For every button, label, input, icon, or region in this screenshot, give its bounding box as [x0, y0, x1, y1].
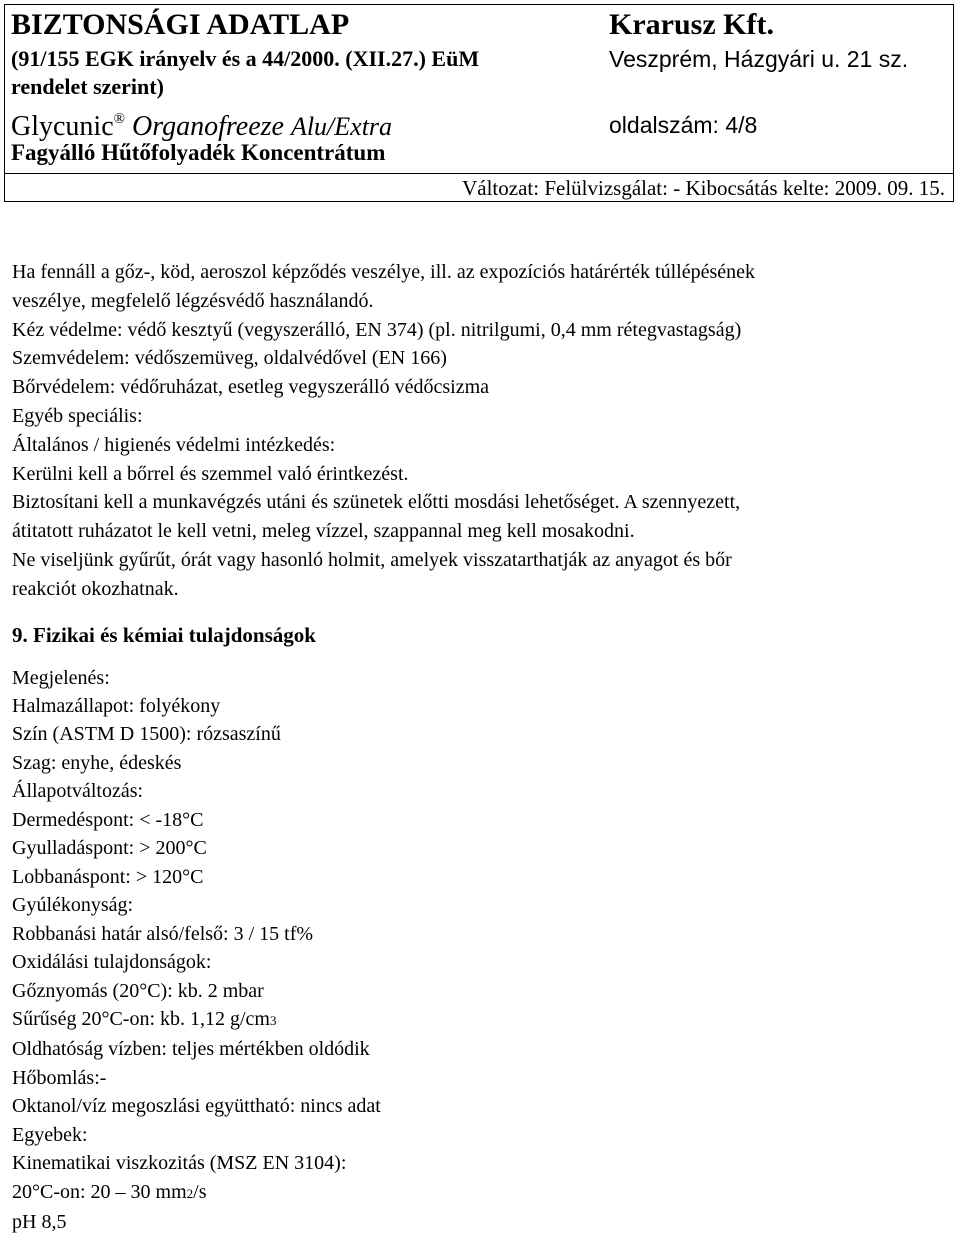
product-brand: Organofreeze	[132, 111, 284, 142]
document-header	[4, 4, 954, 202]
text-line: Általános / higienés védelmi intézkedés:	[12, 433, 336, 456]
document-title: BIZTONSÁGI ADATLAP	[11, 8, 350, 41]
section-9	[12, 621, 952, 1237]
text-line: veszélye, megfelelő légzésvédő használandó.	[12, 289, 374, 312]
text-line: Bőrvédelem: védőruházat, esetleg vegyszerálló védőcsizma	[12, 376, 490, 399]
property-line: Oldhatóság vízben: teljes mértékben oldódik	[12, 1038, 370, 1061]
protection-block	[12, 258, 952, 604]
product-subtitle: Fagyálló Hűtőfolyadék Koncentrátum	[11, 140, 386, 165]
header-right	[609, 7, 949, 139]
property-line: Gyulladáspont: > 200°C	[12, 837, 207, 860]
property-line: Szín (ASTM D 1500): rózsaszínű	[12, 723, 281, 746]
viscosity-exponent: 2	[186, 1185, 194, 1201]
section-title: 9. Fizikai és kémiai tulajdonságok	[12, 622, 316, 647]
company-address: Veszprém, Házgyári u. 21 sz.	[609, 46, 909, 72]
density-exponent: 3	[270, 1013, 277, 1028]
product-name-line	[11, 101, 601, 142]
text-line: Biztosítani kell a munkavégzés utáni és szünetek előtti mosdási lehetőséget. A szennyezett,	[12, 491, 741, 514]
property-line: Robbanási határ alsó/felső: 3 / 15 tf%	[12, 922, 314, 945]
text-line: Kéz védelme: védő kesztyű (vegyszerálló, EN 374) (pl. nitrilgumi, 0,4 mm rétegvastagság)	[12, 318, 742, 341]
property-line: Állapotváltozás:	[12, 780, 144, 803]
text-line: Szemvédelem: védőszemüveg, oldalvédővel (EN 166)	[12, 347, 447, 370]
text-line: Ne viseljünk gyűrűt, órát vagy hasonló holmit, amelyek visszatarthatják az anyagot és bőr	[12, 548, 732, 571]
property-line: Dermedéspont: < -18°C	[12, 808, 204, 831]
regulation-line-2: rendelet szerint)	[11, 74, 164, 99]
property-line: Lobbanáspont: > 120°C	[12, 865, 204, 888]
product-variant: Alu/Extra	[290, 112, 393, 141]
text-line: Egyéb speciális:	[12, 404, 143, 427]
property-line: Kinematikai viszkozitás (MSZ EN 3104):	[12, 1152, 347, 1175]
property-line: Hőbomlás:-	[12, 1066, 107, 1089]
header-left	[11, 7, 601, 167]
product-name: Glycunic	[11, 111, 114, 142]
regulation-line-1: (91/155 EGK irányelv és a 44/2000. (XII.27.) EüM	[11, 46, 480, 71]
viscosity-value: 20°C-on: 20 – 30 mm	[12, 1180, 187, 1203]
text-line: Ha fennáll a gőz-, köd, aeroszol képződés veszélye, ill. az expozíciós határérték túllépésének	[12, 261, 756, 283]
company-name: Krarusz Kft.	[609, 8, 774, 41]
text-line: átitatott ruházatot le kell vetni, meleg vízzel, szappannal meg kell mosakodni.	[12, 520, 635, 543]
property-line: Gyúlékonyság:	[12, 894, 134, 917]
density-label: Sűrűség 20°C-on: kb. 1,12 g/cm	[12, 1008, 270, 1030]
density-line	[12, 1005, 952, 1035]
revision-info: Változat: Felülvizsgálat: - Kibocsátás kelte: 2009. 09. 15.	[462, 176, 945, 200]
properties-list	[12, 664, 952, 1237]
property-line: Oktanol/víz megoszlási együttható: nincs adat	[12, 1095, 381, 1118]
viscosity-line	[12, 1178, 952, 1208]
property-line: Szag: enyhe, édeskés	[12, 751, 182, 774]
text-line: reakciót okozhatnak.	[12, 577, 179, 600]
registered-mark: ®	[113, 111, 126, 127]
viscosity-unit-tail: /s	[193, 1180, 207, 1203]
property-line: Oxidálási tulajdonságok:	[12, 951, 212, 974]
page-number: oldalszám: 4/8	[609, 112, 758, 138]
property-line: Egyebek:	[12, 1123, 88, 1146]
document-body	[12, 258, 952, 1237]
text-line: Kerülni kell a bőrrel és szemmel való érintkezést.	[12, 462, 409, 485]
ph-line: pH 8,5	[12, 1211, 67, 1234]
revision-row	[5, 173, 953, 203]
property-line: Gőznyomás (20°C): kb. 2 mbar	[12, 979, 264, 1002]
property-line: Megjelenés:	[12, 666, 110, 689]
property-line: Halmazállapot: folyékony	[12, 695, 221, 718]
